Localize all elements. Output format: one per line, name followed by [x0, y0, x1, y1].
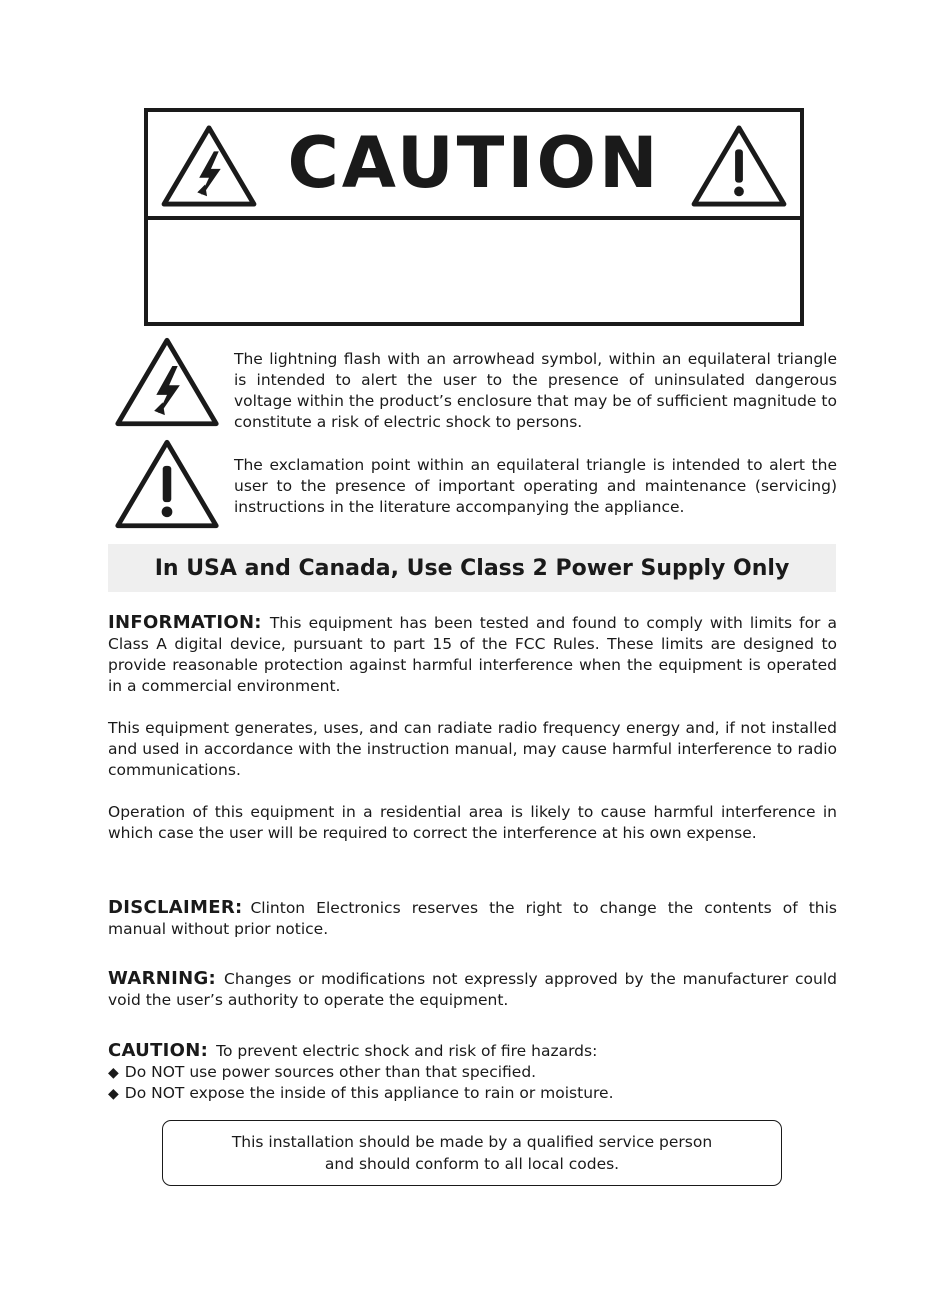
notice-line-1: This installation should be made by a qualified service person [231, 1133, 713, 1151]
information-text: This equipment has been tested and found to comply with limits for a Class A digital device, pursuant to part 15 of the FCC Rules. These limits are designed to provide reasonable protection against harmful interference when the equipment is operated in a commercial environment. [108, 614, 837, 695]
radio-frequency-paragraph: This equipment generates, uses, and can radiate radio frequency energy and, if not installed and used in accordance with the instruction manual, may cause harmful interference to radio communications. [108, 719, 837, 779]
caution-bullet [108, 1062, 536, 1084]
diamond-bullet-icon: ◆ [108, 1086, 119, 1102]
caution-label: CAUTION: [108, 1040, 209, 1061]
information-label: INFORMATION: [108, 612, 262, 633]
notice-line-2: and should conform to all local codes. [324, 1155, 620, 1173]
caution-box [144, 108, 804, 326]
lightning-warning-icon [112, 336, 222, 428]
caution-bullet-text: Do NOT expose the inside of this appliance to rain or moisture. [124, 1084, 614, 1102]
caution-title: CAUTION [287, 122, 661, 204]
installation-notice [162, 1120, 782, 1186]
disclaimer-paragraph [108, 897, 837, 940]
caution-text: To prevent electric shock and risk of fire hazards: [216, 1042, 598, 1060]
caution-paragraph [108, 1040, 837, 1062]
information-paragraph [108, 612, 837, 697]
disclaimer-text: Clinton Electronics reserves the right to change the contents of this manual without prior notice. [108, 899, 837, 938]
caution-bullet [108, 1083, 614, 1105]
exclamation-warning-icon [690, 124, 788, 208]
exclamation-warning-icon [112, 438, 222, 530]
disclaimer-label: DISCLAIMER: [108, 897, 243, 918]
caution-header [148, 112, 800, 220]
caution-bullet-text: Do NOT use power sources other than that specified. [124, 1063, 537, 1081]
exclamation-symbol-description: The exclamation point within an equilateral triangle is intended to alert the user to the presence of important operating and maintenance (servicing) instructions in the literature accompanying the appliance. [234, 456, 837, 516]
power-supply-banner: In USA and Canada, Use Class 2 Power Supply Only [108, 544, 836, 592]
warning-paragraph [108, 968, 837, 1011]
warning-text: Changes or modifications not expressly approved by the manufacturer could void the user’s authority to operate the equipment. [108, 970, 837, 1009]
warning-label: WARNING: [108, 968, 217, 989]
diamond-bullet-icon: ◆ [108, 1065, 119, 1081]
lightning-symbol-description: The lightning flash with an arrowhead symbol, within an equilateral triangle is intended to alert the user to the presence of uninsulated dangerous voltage within the product’s enclosure that may be of sufficient magnitude to constitute a risk of electric shock to persons. [234, 350, 837, 431]
residential-paragraph: Operation of this equipment in a residential area is likely to cause harmful interference in which case the user will be required to correct the interference at his own expense. [108, 803, 837, 842]
